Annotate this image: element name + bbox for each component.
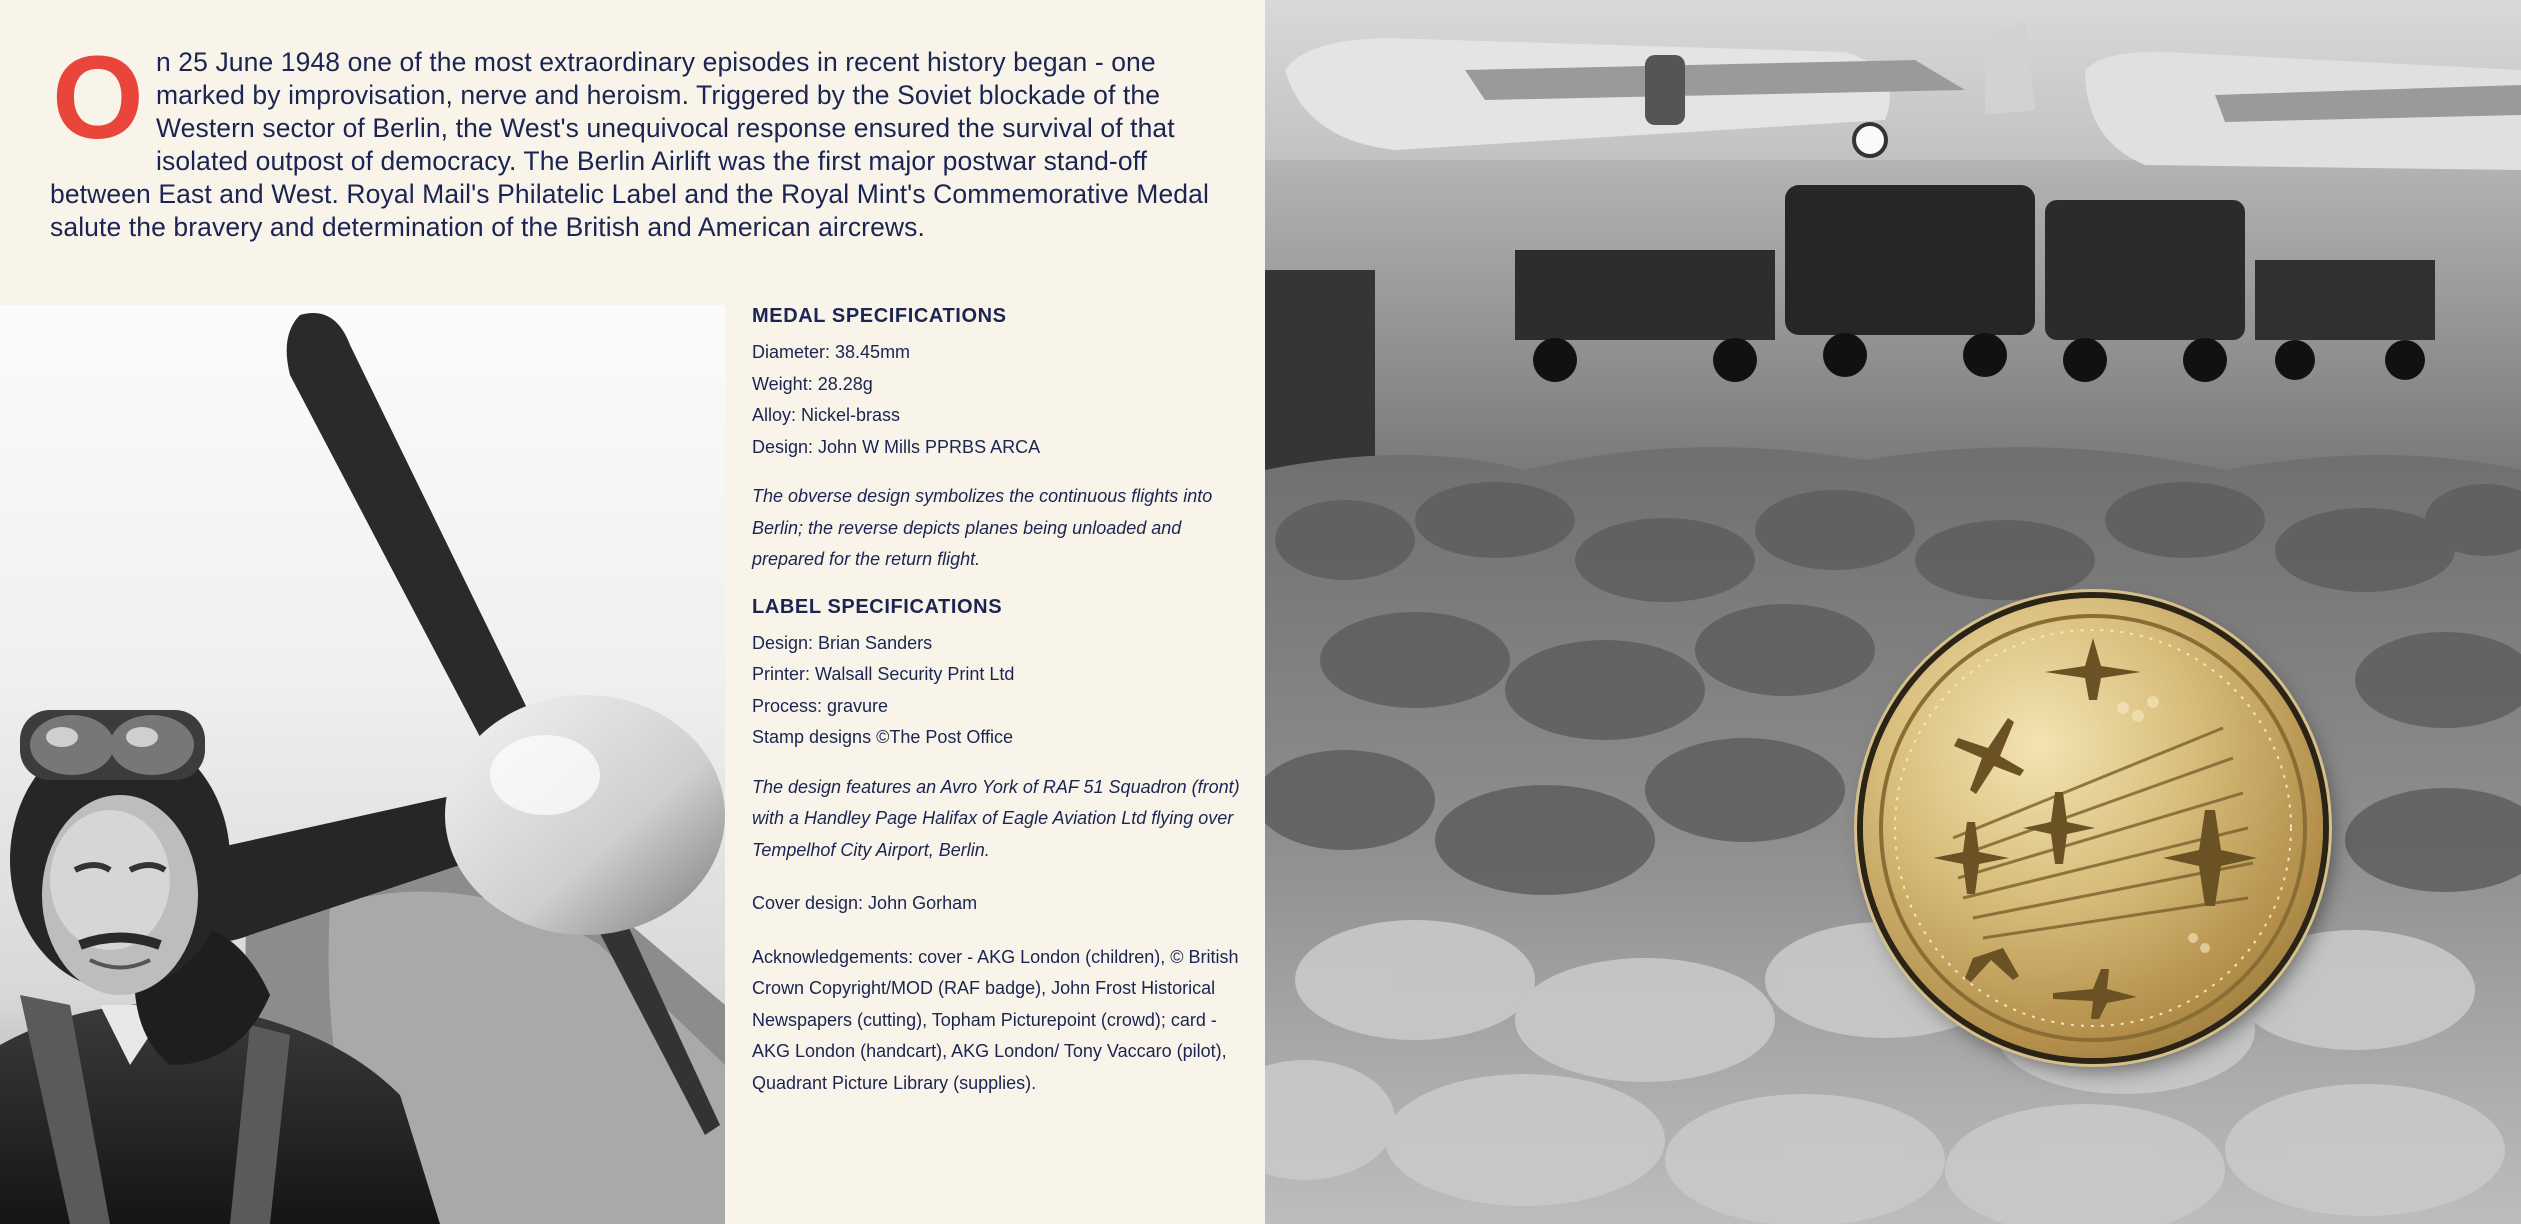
- medal-relief: [1863, 598, 2323, 1058]
- intro-text: n 25 June 1948 one of the most extraordinary episodes in recent history began - one marked by improvisation, nerve and heroism. Triggered by the Soviet blockade of the Western sector of Berlin, the West's unequivocal response ensured the survival of that isolated outpost of democracy. The Berlin Airlift was the first major postwar stand-off between East and West. Royal Mail's Philatelic Label and the Royal Mint's Commemorative Medal salute the bravery and determination of the British and American aircrews.: [50, 47, 1209, 242]
- specifications-column: [752, 305, 1252, 1099]
- label-spec-line: Printer: Walsall Security Print Ltd: [752, 664, 1015, 684]
- label-spec-line: Design: Brian Sanders: [752, 632, 933, 653]
- medal-spec-line: Alloy: Nickel-brass: [752, 405, 901, 425]
- medal-spec-line: Design: John W Mills PPRBS ARCA: [752, 436, 1041, 457]
- medal-specs-heading: MEDAL SPECIFICATIONS: [752, 305, 1007, 327]
- drop-cap-letter: O: [52, 32, 144, 164]
- pilot-photo: [0, 305, 725, 1224]
- drop-cap: [50, 32, 146, 164]
- intro-paragraph: [50, 32, 1240, 244]
- pilot-illustration: [0, 305, 725, 1224]
- medal-spec-line: Weight: 28.28g: [752, 373, 873, 394]
- label-specs-heading: LABEL SPECIFICATIONS: [752, 595, 1003, 618]
- label-spec-line: Stamp designs ©The Post Office: [752, 727, 1014, 747]
- acknowledgements: Acknowledgements: cover - AKG London (children), © British Crown Copyright/MOD (RAF badge), John Frost Historical Newspapers (cutting), Topham Picturepoint (crowd); card - AKG London (handcart), AKG London/ Tony Vaccaro (pilot), Quadrant Picture Library (supplies).: [752, 946, 1239, 1093]
- medal-description: The obverse design symbolizes the continuous flights into Berlin; the reverse depicts planes being unloaded and prepared for the return flight.: [752, 486, 1213, 569]
- label-spec-line: Process: gravure: [752, 695, 889, 716]
- cover-design-credit: Cover design: John Gorham: [752, 893, 978, 913]
- medal-spec-line: Diameter: 38.45mm: [752, 342, 911, 362]
- label-description: The design features an Avro York of RAF 51 Squadron (front) with a Handley Page Halifax of Eagle Aviation Ltd flying over Tempelhof City Airport, Berlin.: [752, 776, 1240, 860]
- commemorative-medal: [1863, 598, 2323, 1058]
